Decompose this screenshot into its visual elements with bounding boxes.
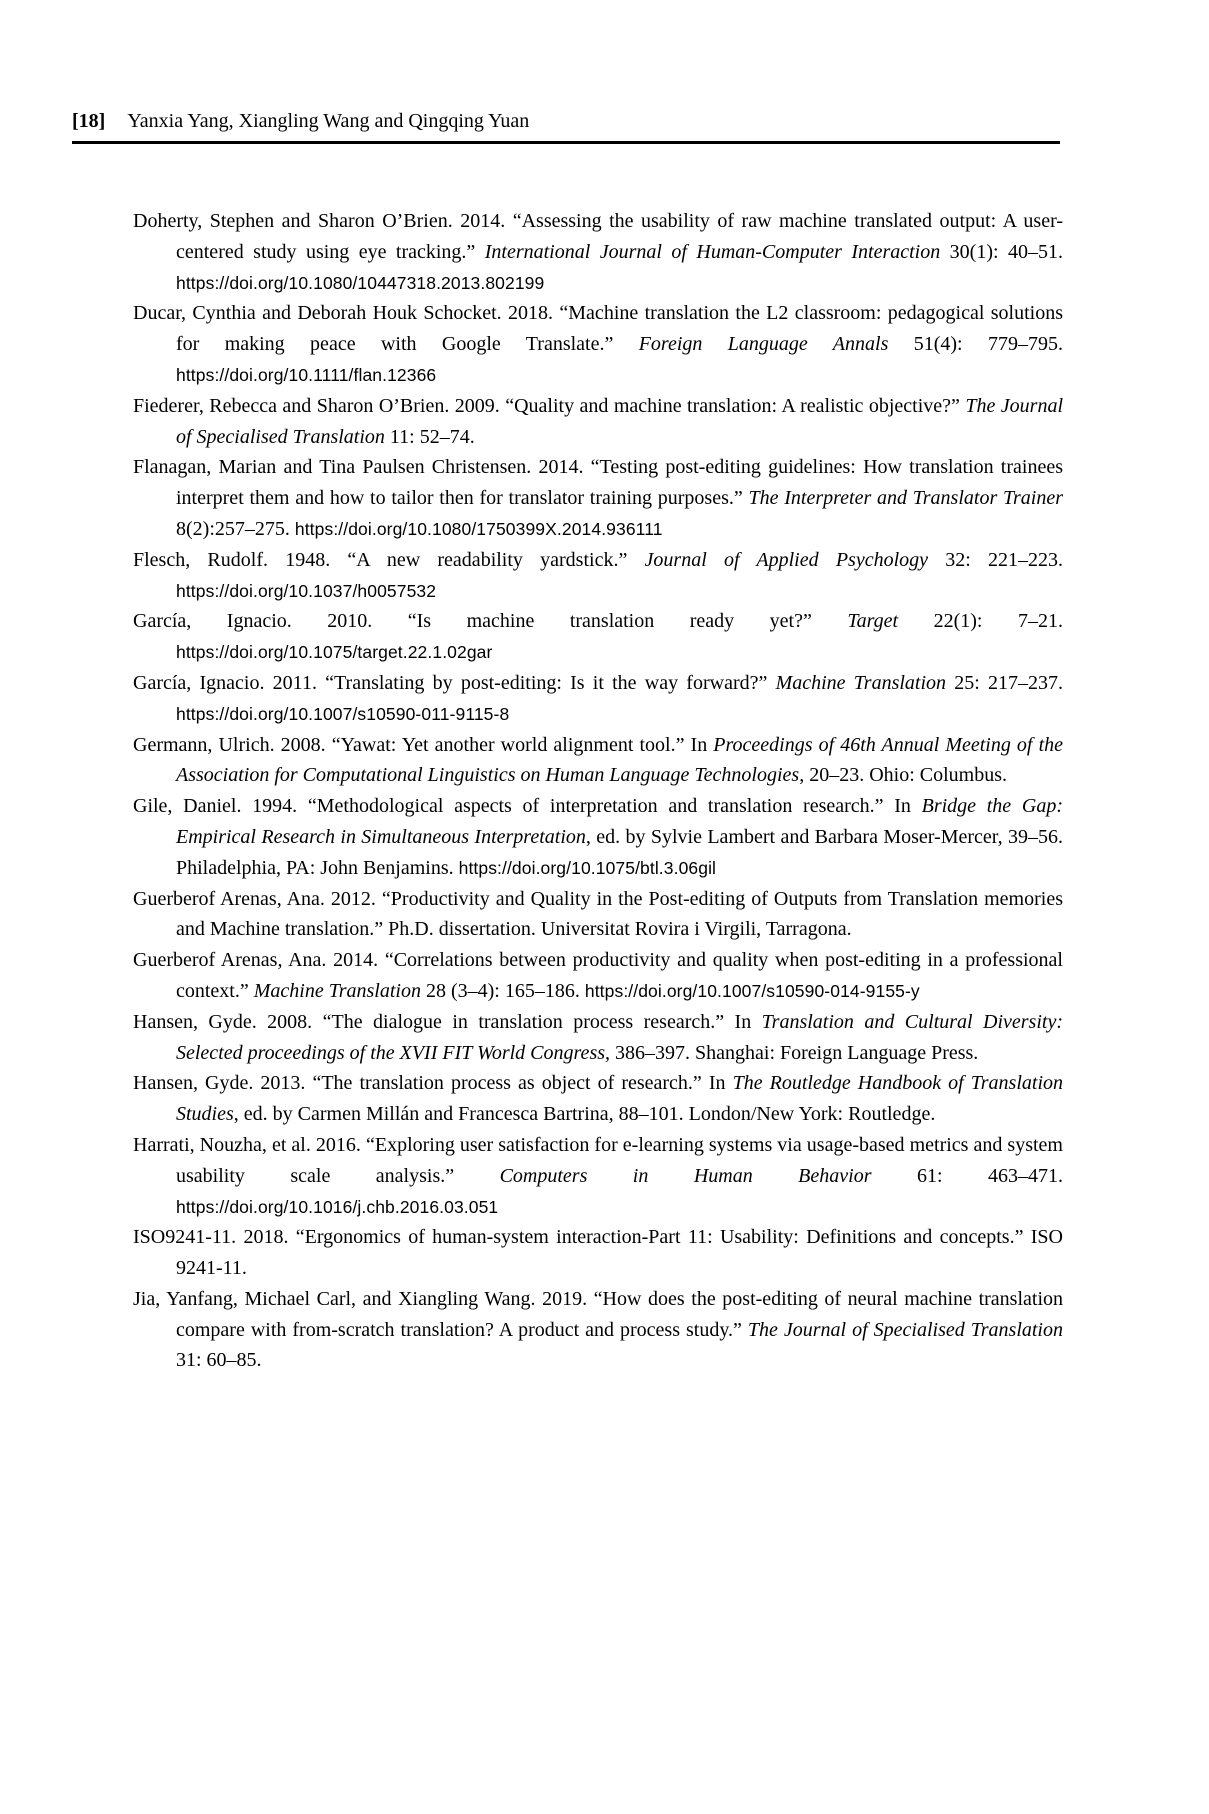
doi-link: https://doi.org/10.1080/10447318.2013.802199 bbox=[176, 272, 545, 293]
reference-text: Doherty, Stephen and Sharon O’Brien. 2014. “Assessing the usability of raw machine translated output: A user-centered study using eye tracking.” bbox=[133, 210, 1063, 263]
page-number: [18] bbox=[72, 110, 106, 132]
reference-text: García, Ignacio. 2010. “Is machine translation ready yet?” bbox=[133, 610, 848, 633]
doi-link: https://doi.org/10.1007/s10590-011-9115-8 bbox=[176, 703, 510, 724]
references-list bbox=[133, 206, 1063, 1376]
page-header bbox=[72, 108, 1060, 144]
reference-entry bbox=[133, 391, 1063, 453]
reference-text: Jia, Yanfang, Michael Carl, and Xiangling Wang. 2019. “How does the post-editing of neural machine translation compare with from-scratch translation? A product and process study.” bbox=[133, 1287, 1063, 1341]
reference-entry bbox=[133, 945, 1063, 1007]
reference-text: , ed. by Sylvie Lambert and Barbara Moser-Mercer, 39–56. Philadelphia, PA: John Benjamins. bbox=[176, 825, 1063, 879]
reference-text: Gile, Daniel. 1994. “Methodological aspects of interpretation and translation research.” In bbox=[133, 795, 922, 818]
reference-text: Translation and Cultural Diversity: Selected proceedings of the XVII FIT World Congress bbox=[176, 1010, 1063, 1064]
running-head: Yanxia Yang, Xiangling Wang and Qingqing Yuan bbox=[127, 110, 530, 132]
reference-text: Guerberof Arenas, Ana. 2014. “Correlations between productivity and quality when post-editing in a professional context.” bbox=[133, 949, 1063, 1002]
reference-entry bbox=[133, 606, 1063, 668]
reference-entry bbox=[133, 206, 1063, 298]
reference-entry bbox=[133, 1068, 1063, 1130]
reference-text: 11: 52–74. bbox=[384, 425, 475, 448]
header-rule bbox=[72, 141, 1060, 144]
reference-text: , 386–397. Shanghai: Foreign Language Press. bbox=[605, 1041, 979, 1064]
reference-text: Computers in Human Behavior bbox=[499, 1164, 872, 1187]
doi-link: https://doi.org/10.1037/h0057532 bbox=[176, 580, 437, 601]
reference-text: 22(1): 7–21. bbox=[898, 610, 1063, 633]
reference-text: Foreign Language Annals bbox=[638, 333, 889, 356]
reference-entry bbox=[133, 298, 1063, 390]
reference-entry bbox=[133, 1222, 1063, 1284]
reference-text: 51(4): 779–795. bbox=[888, 333, 1063, 356]
reference-entry bbox=[133, 452, 1063, 544]
doi-link: https://doi.org/10.1111/flan.12366 bbox=[176, 364, 437, 385]
reference-text: Guerberof Arenas, Ana. 2012. “Productivity and Quality in the Post-editing of Outputs from Translation memories and Machine translation.” Ph.D. dissertation. Universitat Rovira i Virgili, Tarragona. bbox=[133, 887, 1063, 941]
reference-text: Harrati, Nouzha, et al. 2016. “Exploring user satisfaction for e-learning systems via usage-based metrics and system usability scale analysis.” bbox=[133, 1133, 1063, 1187]
reference-text: Machine Translation bbox=[775, 671, 947, 694]
reference-text: 28 (3–4): 165–186. bbox=[420, 979, 585, 1002]
reference-text: Flesch, Rudolf. 1948. “A new readability yardstick.” bbox=[133, 548, 645, 571]
reference-text: Germann, Ulrich. 2008. “Yawat: Yet another world alignment tool.” In bbox=[133, 733, 714, 756]
reference-text: Flanagan, Marian and Tina Paulsen Christensen. 2014. “Testing post-editing guidelines: How translation trainees interpret them and how to tailor then for translator training purposes.” bbox=[133, 456, 1063, 510]
doi-link: https://doi.org/10.1007/s10590-014-9155-y bbox=[584, 980, 920, 1001]
reference-entry bbox=[133, 668, 1063, 730]
reference-text: Hansen, Gyde. 2013. “The translation process as object of research.” In bbox=[133, 1072, 733, 1095]
reference-text: 32: 221–223. bbox=[928, 548, 1064, 571]
reference-text: The Interpreter and Translator Trainer bbox=[748, 487, 1063, 510]
reference-text: Proceedings of 46th Annual Meeting of the Association for Computational Linguistics on Human Language Technologies bbox=[176, 733, 1063, 787]
reference-text: Hansen, Gyde. 2008. “The dialogue in translation process research.” In bbox=[133, 1010, 762, 1033]
reference-text: Journal of Applied Psychology bbox=[644, 548, 929, 571]
reference-text: Target bbox=[847, 610, 899, 633]
reference-entry bbox=[133, 1284, 1063, 1376]
reference-entry bbox=[133, 884, 1063, 946]
reference-text: 30(1): 40–51. bbox=[940, 240, 1063, 263]
reference-text: ISO9241-11. 2018. “Ergonomics of human-system interaction-Part 11: Usability: Definitions and concepts.” ISO 9241-11. bbox=[133, 1226, 1063, 1280]
reference-entry bbox=[133, 730, 1063, 792]
reference-text: Machine Translation bbox=[253, 979, 421, 1002]
doi-link: https://doi.org/10.1075/target.22.1.02gar bbox=[176, 642, 493, 663]
doi-link: https://doi.org/10.1075/btl.3.06gil bbox=[458, 857, 717, 878]
doi-link: https://doi.org/10.1016/j.chb.2016.03.051 bbox=[176, 1196, 499, 1217]
header-row bbox=[72, 108, 1060, 134]
reference-text: 8(2):257–275. bbox=[176, 517, 295, 540]
reference-entry bbox=[133, 791, 1063, 883]
reference-text: The Journal of Specialised Translation bbox=[176, 394, 1063, 448]
reference-entry bbox=[133, 1130, 1063, 1222]
reference-text: , ed. by Carmen Millán and Francesca Bartrina, 88–101. London/New York: Routledge. bbox=[233, 1103, 936, 1126]
reference-entry bbox=[133, 1007, 1063, 1069]
reference-text: 31: 60–85. bbox=[176, 1349, 262, 1372]
reference-text: 61: 463–471. bbox=[871, 1164, 1063, 1187]
reference-text: Ducar, Cynthia and Deborah Houk Schocket. 2018. “Machine translation the L2 classroom: pedagogical solutions for making peace with Google Translate.” bbox=[133, 302, 1063, 356]
reference-text: Bridge the Gap: Empirical Research in Simultaneous Interpretation bbox=[176, 795, 1063, 848]
reference-text: Fiederer, Rebecca and Sharon O’Brien. 2009. “Quality and machine translation: A realistic objective?” bbox=[133, 394, 966, 417]
doi-link: https://doi.org/10.1080/1750399X.2014.936111 bbox=[294, 518, 663, 539]
reference-text: The Journal of Specialised Translation bbox=[747, 1318, 1063, 1341]
reference-text: García, Ignacio. 2011. “Translating by post-editing: Is it the way forward?” bbox=[133, 671, 776, 694]
reference-text: 25: 217–237. bbox=[946, 671, 1063, 694]
reference-entry bbox=[133, 545, 1064, 607]
reference-text: International Journal of Human-Computer Interaction bbox=[484, 240, 941, 263]
reference-text: The Routledge Handbook of Translation Studies bbox=[176, 1072, 1063, 1126]
reference-text: , 20–23. Ohio: Columbus. bbox=[799, 764, 1007, 787]
